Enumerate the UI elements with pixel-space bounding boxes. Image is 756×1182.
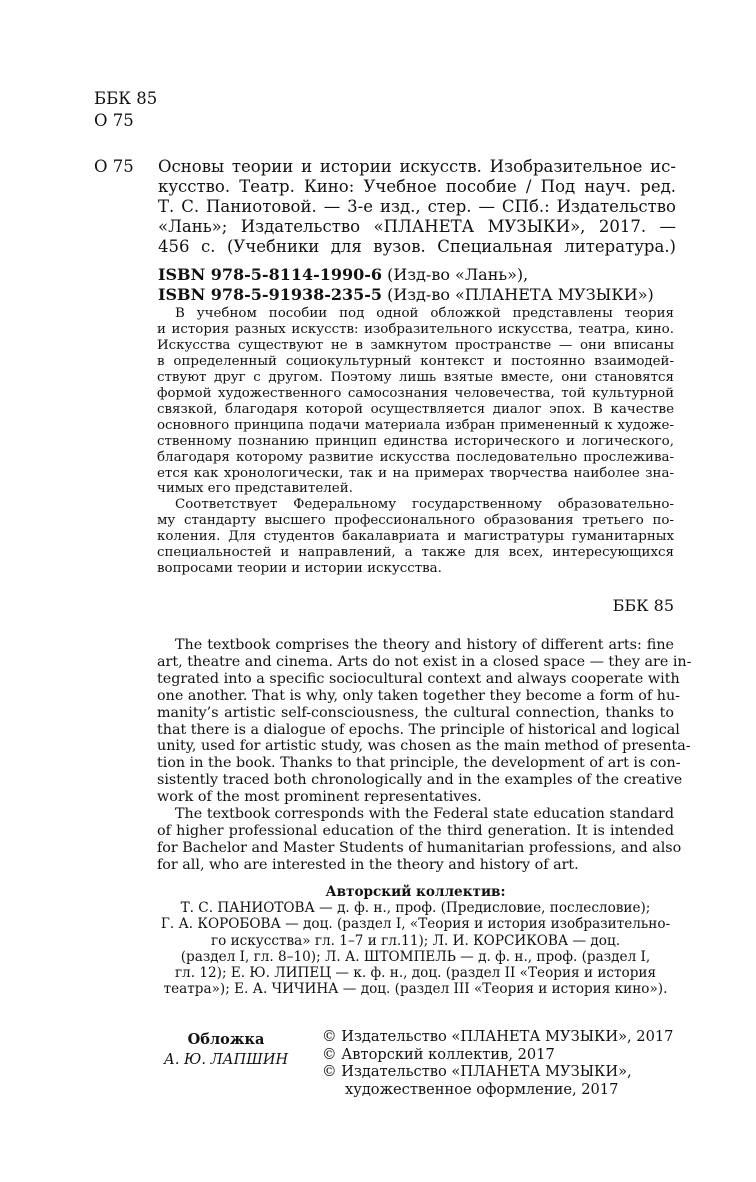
- english-line: art, theatre and cinema. Arts do not exist in a closed space — they are in-: [157, 653, 692, 670]
- author-line: Г. А. КОРОБОВА — доц. (раздел I, «Теория и история изобразительно-: [160, 916, 671, 933]
- english-line: manity’s artistic self-consciousness, the cultural connection, thanks to: [157, 704, 674, 721]
- copyright-line: © Издательство «ПЛАНЕТА МУЗЫКИ», 2017: [322, 1028, 674, 1045]
- entry-line: 456 с. (Учебники для вузов. Специальная литература.): [158, 237, 676, 256]
- copyright-block: [322, 1028, 673, 1098]
- author-mark: О 75: [94, 111, 134, 130]
- annotation-line: благодаря которому развитие искусства последовательно прослежива-: [157, 449, 674, 465]
- author-line: го искусства» гл. 1–7 и гл.11); Л. И. КОРСИКОВА — доц.: [210, 932, 621, 949]
- english-line: unity, used for artistic study, was chosen as the main method of presenta-: [157, 738, 691, 755]
- annotation-line: В учебном пособии под одной обложкой представлены теория: [175, 306, 674, 321]
- english-line: for all, who are interested in the theory and history of art.: [157, 856, 579, 873]
- isbn-publisher: (Изд-во «ПЛАНЕТА МУЗЫКИ»): [382, 285, 654, 304]
- annotation-line: ственному познанию принцип единства исторического и логического,: [157, 433, 674, 449]
- english-line: tion in the book. Thanks to that principle, the development of art is con-: [157, 755, 681, 772]
- author-collective-heading: Авторский коллектив:: [325, 884, 506, 900]
- annotation-russian: [157, 306, 674, 577]
- annotation-line: ствуют друг с другом. Поэтому лишь взятые вместе, они становятся: [157, 369, 674, 385]
- entry-author-mark: О 75: [94, 157, 134, 176]
- annotation-line: и история разных искусств: изобразительного искусства, театра, кино.: [157, 321, 674, 337]
- entry-description: [158, 157, 676, 305]
- annotation-line: формой художественного самосознания человечества, той культурной: [157, 385, 674, 401]
- annotation-line: му стандарту высшего профессионального образования третьего по-: [157, 513, 674, 529]
- annotation-line: коления. Для студентов бакалавриата и магистратуры гуманитарных: [157, 529, 674, 545]
- author-collective: [157, 884, 674, 997]
- cover-artist: А. Ю. ЛАПШИН: [163, 1052, 289, 1068]
- entry-line: Основы теории и истории искусств. Изобразительное ис-: [158, 157, 676, 176]
- author-line: театра»); Е. А. ЧИЧИНА — доц. (раздел III «Теория и история кино»).: [163, 981, 668, 998]
- annotation-line: специальностей и направлений, а также для всех, интересующихся: [157, 545, 674, 561]
- cover-credit: [157, 1030, 295, 1070]
- bbk-code-right: ББК 85: [612, 596, 674, 615]
- annotation-line: Искусства существуют не в замкнутом пространстве — они вписаны: [157, 337, 674, 353]
- cover-label: Обложка: [187, 1031, 265, 1048]
- english-line: sistently traced both chronologically and in the examples of the creative: [157, 772, 683, 789]
- bbk-code: ББК 85: [94, 89, 158, 108]
- english-line: The textbook corresponds with the Federal state education standard: [175, 806, 674, 823]
- english-line: of higher professional education of the third generation. It is intended: [157, 822, 674, 839]
- isbn-block: [158, 265, 676, 305]
- isbn-number: ISBN 978-5-91938-235-5: [158, 285, 383, 304]
- annotation-english: [157, 637, 692, 874]
- entry-line: «Лань»; Издательство «ПЛАНЕТА МУЗЫКИ», 2017. —: [158, 217, 676, 236]
- copyright-line: © Издательство «ПЛАНЕТА МУЗЫКИ»,: [322, 1063, 632, 1081]
- copyright-line: © Авторский коллектив, 2017: [322, 1045, 555, 1063]
- isbn-line: [158, 285, 676, 305]
- annotation-line: в определенный социокультурный контекст и постоянно взаимодей-: [157, 353, 674, 369]
- annotation-line: вопросами теории и истории искусства.: [157, 561, 442, 577]
- english-line: for Bachelor and Master Students of humanitarian professions, and also: [157, 839, 682, 856]
- bbk-classification-block: [94, 88, 157, 132]
- isbn-number: ISBN 978-5-8114-1990-6: [158, 265, 383, 284]
- author-line: гл. 12); Е. Ю. ЛИПЕЦ — к. ф. н., доц. (раздел II «Теория и история: [174, 965, 657, 982]
- english-line: that there is a dialogue of epochs. The principle of historical and logical: [157, 721, 680, 738]
- english-line: one another. That is why, only taken together they become a form of hu-: [157, 687, 680, 704]
- english-line: The textbook comprises the theory and history of different arts: fine: [175, 637, 674, 653]
- author-line: Т. С. ПАНИОТОВА — д. ф. н., проф. (Предисловие, послесловие);: [180, 900, 651, 917]
- annotation-line: связкой, благодаря которой осуществляется диалог эпох. В качестве: [157, 401, 674, 417]
- author-line: (раздел I, гл. 8–10); Л. А. ШТОМПЕЛЬ — д. ф. н., проф. (раздел I,: [180, 948, 651, 965]
- isbn-line: [158, 265, 676, 285]
- english-line: work of the most prominent representatives.: [157, 789, 482, 806]
- annotation-line: чимых его представителей.: [157, 481, 353, 497]
- annotation-line: ется как хронологически, так и на примерах творчества наиболее зна-: [157, 465, 674, 481]
- entry-line: Т. С. Паниотовой. — 3-е изд., стер. — СПб.: Издательство: [158, 197, 676, 216]
- copyright-line: художественное оформление, 2017: [345, 1080, 619, 1098]
- annotation-line: Соответствует Федеральному государственному образовательно-: [175, 497, 674, 513]
- entry-line: кусство. Театр. Кино: Учебное пособие / Под науч. ред.: [158, 177, 676, 196]
- english-line: tegrated into a specific sociocultural context and always cooperate with: [157, 670, 680, 687]
- annotation-line: основного принципа подачи материала избран примененный к художе-: [157, 417, 674, 433]
- isbn-publisher: (Изд-во «Лань»),: [382, 265, 529, 284]
